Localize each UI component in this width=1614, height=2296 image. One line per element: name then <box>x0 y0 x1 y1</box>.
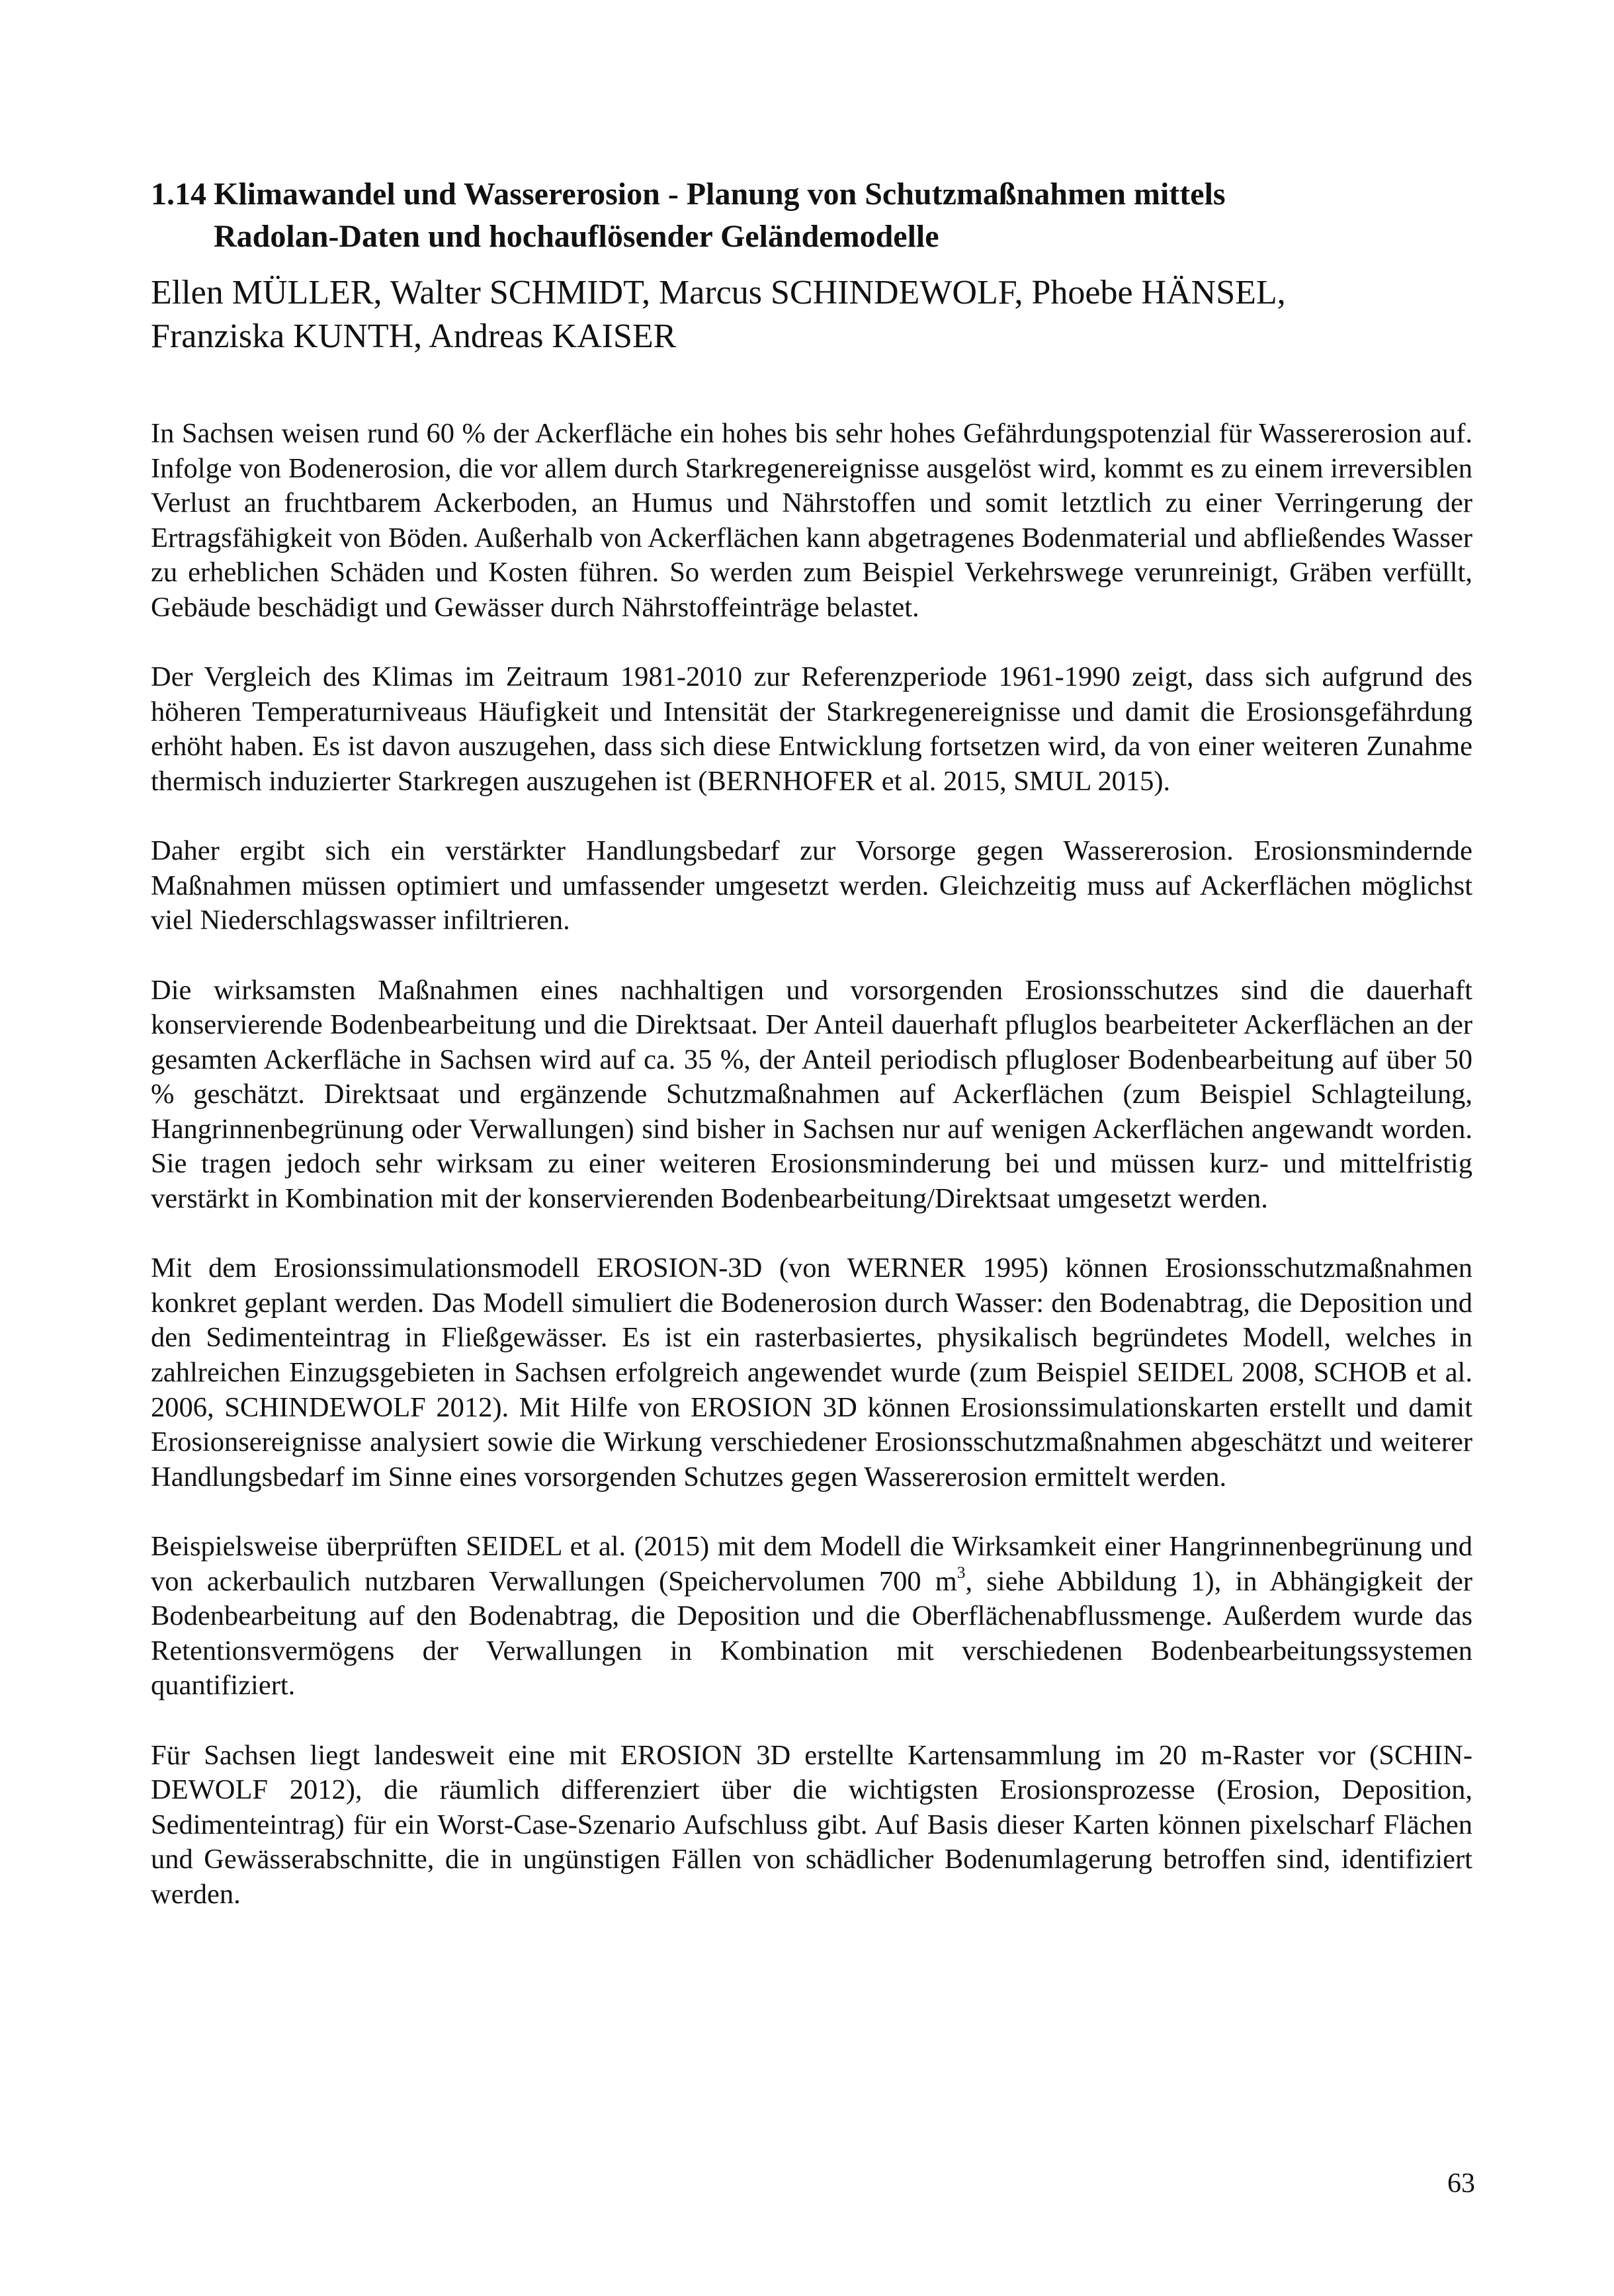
superscript-exponent: 3 <box>956 1562 966 1582</box>
author-list <box>151 271 1474 358</box>
author-line-2: Franziska KUNTH, Andreas KAISER <box>151 317 677 355</box>
paragraph-7: Für Sachsen liegt landesweit eine mit EROSION 3D erstellte Kartensammlung im 20 m-Raster vor (SCHINDEWOLF 2012), die räumlich differenziert über die wichtigsten Erosionsprozesse (Erosion, Deposition, Sedimenteintrag) für ein Worst-Case-Szenario Aufschluss gibt. Auf Basis dieser Karten können pixelscharf Flächen und Gewässerabschnitte, die in ungünstigen Fällen von schädlicher Bodenumlagerung betroffen sind, identifiziert werden. <box>151 1739 1472 1910</box>
section-number: 1.14 <box>151 177 206 212</box>
paragraph-6 <box>151 1530 1472 1703</box>
section-heading <box>151 173 1474 258</box>
paragraph-5: Mit dem Erosionssimulationsmodell EROSION-3D (von WERNER 1995) können Erosionsschutzmaßnahmen konkret geplant werden. Das Modell simuliert die Bodenerosion durch Wasser: den Bodenabtrag, die Deposition und den Sedimenteintrag in Fließgewässer. Es ist ein rasterbasiertes, physikalisch begründetes Modell, welches in zahlreichen Einzugsgebieten in Sachsen erfolgreich angewendet wurde (zum Beispiel SEIDEL 2008, SCHOB et al. 2006, SCHINDEWOLF 2012). Mit Hilfe von EROSION 3D können Erosionssimulationskarten erstellt und damit Erosionsereignisse analysiert sowie die Wirkung verschiedener Erosionsschutzmaßnahmen abgeschätzt und weiterer Handlungsbedarf im Sinne eines vorsorgenden Schutzes gegen Wassererosion ermittelt werden. <box>151 1252 1472 1493</box>
paragraph-6-text-b: , siehe Abbildung 1), in Abhängigkeit der Bodenbearbeitung auf den Bodenabtrag, die Deposition und die Oberflächenabflussmenge. Außerdem wurde das Retentionsvermögens der Verwallungen in Kombination mit verschiedenen Bodenbearbeitungssystemen quantifiziert. <box>151 1565 1473 1702</box>
paragraph-4: Die wirksamsten Maßnahmen eines nachhaltigen und vorsorgenden Erosionsschutzes sind die dauerhaft konservierende Bodenbearbeitung und die Direktsaat. Der Anteil dauerhaft pfluglos bearbeiteter Ackerflächen an der gesamten Ackerfläche in Sachsen wird auf ca. 35 %, der Anteil periodisch pflugloser Bodenbearbeitung auf über 50 % geschätzt. Direktsaat und ergänzende Schutzmaßnahmen auf Ackerflächen (zum Beispiel Schlagteilung, Hangrinnenbegrünung oder Verwallungen) sind bisher in Sachsen nur auf wenigen Ackerflächen angewandt worden. Sie tragen jedoch sehr wirksam zu einer weiteren Erosionsminderung bei und müssen kurz- und mittelfristig verstärkt in Kombination mit der konservierenden Bodenbearbeitung/Direktsaat umgesetzt werden. <box>151 974 1472 1215</box>
body-text <box>151 417 1472 1947</box>
section-title-line-2: Radolan-Daten und hochauflösender Geländemodelle <box>214 219 939 254</box>
paragraph-2: Der Vergleich des Klimas im Zeitraum 1981-2010 zur Referenzperiode 1961-1990 zeigt, dass sich aufgrund des höheren Temperaturniveaus Häufigkeit und Intensität der Starkregenereignisse und damit die Erosionsgefährdung erhöht haben. Es ist davon auszugehen, dass sich diese Entwicklung fortsetzen wird, da von einer weiteren Zunahme thermisch induzierter Starkregen auszugehen ist (BERNHOFER et al. 2015, SMUL 2015). <box>151 661 1472 797</box>
author-line-1: Ellen MÜLLER, Walter SCHMIDT, Marcus SCHINDEWOLF, Phoebe HÄNSEL, <box>151 274 1286 311</box>
paragraph-3: Daher ergibt sich ein verstärkter Handlungsbedarf zur Vorsorge gegen Wassererosion. Erosionsmindernde Maßnahmen müssen optimiert und umfassender umgesetzt werden. Gleichzeitig muss auf Ackerflächen möglichst viel Niederschlagswasser infiltrieren. <box>151 835 1472 936</box>
paragraph-1: In Sachsen weisen rund 60 % der Ackerfläche ein hohes bis sehr hohes Gefährdungspotenzial für Wassererosion auf. Infolge von Bodenerosion, die vor allem durch Starkregenereignisse ausgelöst wird, kommt es zu einem irreversiblen Verlust an fruchtbarem Ackerboden, an Humus und Nährstoffen und somit letztlich zu einer Verringerung der Ertragsfähigkeit von Böden. Außerhalb von Ackerflächen kann abgetragenes Bodenmaterial und abfließendes Wasser zu erheblichen Schäden und Kosten führen. So werden zum Beispiel Verkehrswege verunreinigt, Gräben verfüllt, Gebäude beschädigt und Gewässer durch Nährstoffeinträge belastet. <box>151 418 1472 623</box>
paragraph-6-text-a: Beispielsweise überprüften SEIDEL et al. (2015) mit dem Modell die Wirksamkeit einer Hangrinnenbegrünung und von ackerbaulich nutzbaren Verwallungen (Speichervolumen 700 m <box>151 1531 1472 1597</box>
section-title-line-1: Klimawandel und Wassererosion - Planung von Schutzmaßnahmen mittels <box>214 177 1226 212</box>
page-number: 63 <box>1447 2168 1475 2199</box>
